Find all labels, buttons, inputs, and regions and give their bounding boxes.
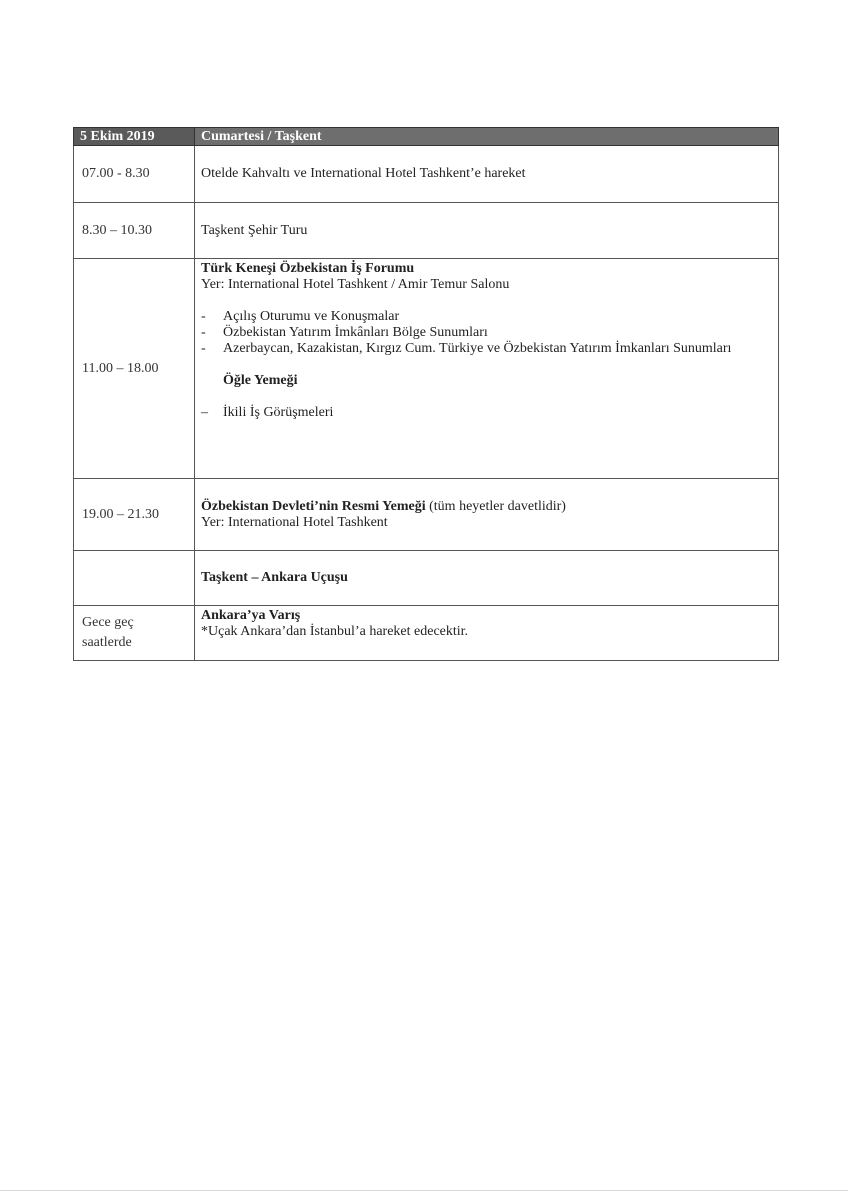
list-item: - Özbekistan Yatırım İmkânları Bölge Sunumları — [201, 325, 488, 340]
time-cell: 19.00 – 21.30 — [74, 479, 195, 551]
arrival-title: Ankara’ya Varış — [201, 608, 301, 623]
schedule-row — [74, 146, 779, 203]
schedule-table — [73, 127, 779, 661]
activity-cell: Otelde Kahvaltı ve International Hotel Tashkent’e hareket — [195, 146, 779, 203]
flight-title: Taşkent – Ankara Uçuşu — [195, 551, 779, 606]
time-cell: 8.30 – 10.30 — [74, 203, 195, 259]
arrival-note: *Uçak Ankara’dan İstanbul’a hareket edecektir. — [201, 624, 469, 639]
time-cell: 07.00 - 8.30 — [74, 146, 195, 203]
lunch-label: Öğle Yemeği — [223, 373, 298, 388]
schedule-row — [74, 606, 779, 661]
header-row — [74, 128, 779, 146]
dinner-venue: Yer: International Hotel Tashkent — [201, 514, 388, 530]
activity-cell — [195, 479, 779, 551]
forum-venue: Yer: International Hotel Tashkent / Amir Temur Salonu — [201, 277, 510, 292]
forum-title: Türk Keneşi Özbekistan İş Forumu — [201, 261, 415, 276]
page-edge-line — [0, 1190, 848, 1191]
schedule-row — [74, 551, 779, 606]
activity-cell — [195, 259, 779, 479]
activity-cell: Taşkent Şehir Turu — [195, 203, 779, 259]
header-day-city: Cumartesi / Taşkent — [195, 128, 779, 146]
forum-agenda — [201, 309, 772, 357]
header-date: 5 Ekim 2019 — [74, 128, 195, 146]
list-item: - Azerbaycan, Kazakistan, Kırgız Cum. Türkiye ve Özbekistan Yatırım İmkanları Sunumları — [201, 341, 732, 356]
dinner-title: Özbekistan Devleti’nin Resmi Yemeği — [201, 498, 426, 514]
forum-agenda-after — [201, 405, 772, 421]
schedule-row — [74, 479, 779, 551]
time-cell — [74, 551, 195, 606]
dinner-note: (tüm heyetler davetlidir) — [425, 498, 566, 514]
schedule-row — [74, 203, 779, 259]
activity-cell — [195, 606, 779, 661]
schedule-row — [74, 259, 779, 479]
time-cell: Gece geç saatlerde — [74, 606, 195, 661]
time-cell: 11.00 – 18.00 — [74, 259, 195, 479]
list-item: – İkili İş Görüşmeleri — [201, 405, 334, 420]
list-item: - Açılış Oturumu ve Konuşmalar — [201, 309, 400, 324]
